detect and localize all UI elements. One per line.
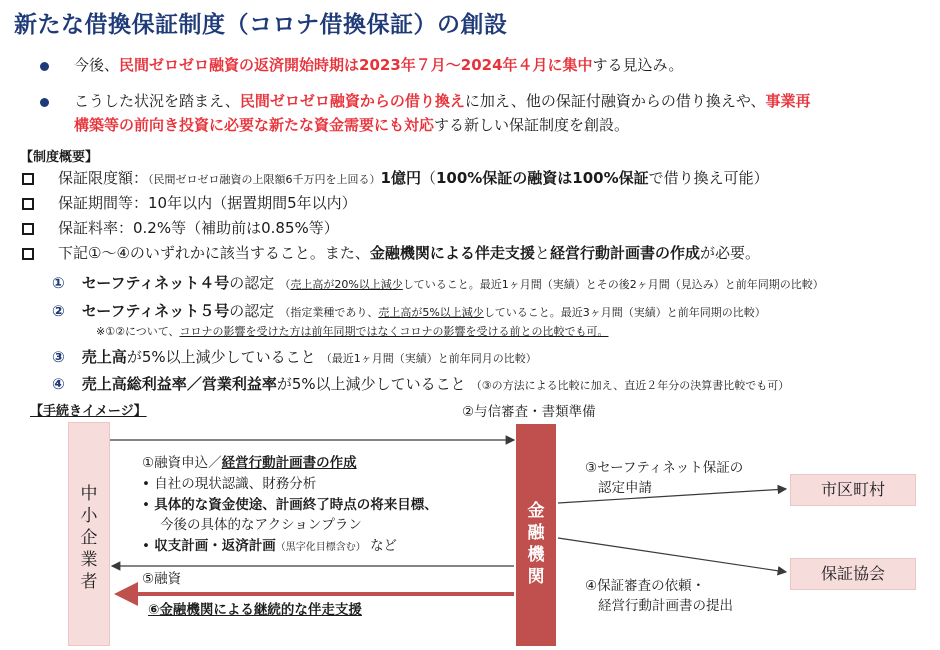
overview-heading: 【制度概要】: [20, 150, 99, 165]
step1-item-small: （黒字化目標含む）: [275, 542, 366, 553]
procedure-heading: 【手続きイメージ】: [30, 404, 147, 419]
page-title: 新たな借換保証制度（コロナ借換保証）の創設: [14, 12, 508, 38]
guarantee-association-label: 保証協会: [820, 564, 885, 583]
req-tail: が必要。: [699, 244, 760, 262]
step1-item-text: など: [370, 538, 398, 554]
item-main-2: 営業利益率: [201, 375, 277, 393]
bullet-2-tail: する新しい保証制度を創設。: [434, 116, 630, 134]
item-tail: が5%以上減少していること: [126, 348, 316, 366]
item-number: ①: [52, 274, 65, 292]
step5-label: ⑤融資: [142, 571, 182, 587]
req-bold-1: 金融機関による伴走支援: [369, 244, 535, 262]
step6-label: ⑥金融機関による継続的な伴走支援: [148, 602, 362, 618]
step1-text: ①融資申込／: [142, 455, 222, 471]
step4-line-2: 経営行動計画書の提出: [598, 598, 733, 614]
item-note: （③の方法による比較に加え、直近２年分の決算書比較でも可）: [470, 379, 790, 392]
limit-bold: 100%保証の融資は100%保証: [435, 169, 649, 187]
arrow-to-guarantee-association: [558, 538, 786, 572]
item-note: （最近1ヶ月間（実績）と前年同月の比較）: [320, 352, 537, 365]
bullet-1-tail: する見込み。: [592, 56, 684, 74]
municipality-label: 市区町村: [820, 480, 885, 499]
item-separator: ／: [186, 375, 202, 393]
step1-item-2-cont: [160, 513, 362, 533]
step1-bold: 経営行動計画書の作成: [221, 455, 357, 471]
item-note-post: していること。最近1ヶ月間（実績）とその後2ヶ月間（見込み）と前年同期の比較）: [402, 278, 824, 291]
step1-item-text: 今後の具体的なアクションプラン: [160, 517, 362, 533]
guarantee-association-box: [790, 558, 916, 590]
req-bold-2: 経営行動計画書の作成: [549, 244, 700, 262]
item-tail: の認定: [229, 274, 275, 292]
guarantee-period: 保証期間等：10年以内（据置期間5年以内）: [58, 194, 357, 212]
item-tail: の認定: [229, 302, 275, 320]
item-main-1: 売上高総利益率: [81, 375, 187, 393]
item-tail: が5%以上減少していること: [276, 375, 466, 393]
item-main: 売上高: [81, 348, 127, 366]
step3-line-1: ③セーフティネット保証の: [585, 460, 744, 476]
bullet-2-text: こうした状況を踏まえ、: [74, 92, 240, 110]
limit-label: 保証限度額：: [58, 169, 149, 187]
bullet-2-emphasis-1: 民間ゼロゼロ融資からの借り換え: [239, 92, 465, 110]
item-number: ④: [52, 375, 65, 393]
limit-paren: （: [420, 169, 436, 187]
municipality-box: [790, 474, 916, 506]
step1-item-text: 自社の現状認識、財務分析: [154, 476, 317, 492]
req-and: と: [534, 244, 550, 262]
item-main: セーフティネット５号: [81, 302, 230, 320]
limit-amount: 1億円: [380, 169, 421, 187]
item-note-post: していること。最近3ヶ月間（実績）と前年同期の比較）: [483, 306, 766, 319]
item-number: ②: [52, 302, 65, 320]
guarantee-fee: 保証料率：0.2%等（補助前は0.85%等）: [58, 219, 339, 237]
step3-line-2: 認定申請: [598, 480, 652, 496]
screening-label: ②与信審査・書類準備: [462, 404, 596, 420]
req-text: 下記①～④のいずれかに該当すること。また、: [58, 244, 370, 262]
subnote-underline: コロナの影響を受けた方は前年同期ではなくコロナの影響を受ける前との比較でも可。: [179, 325, 609, 338]
step1-item-3: • 収支計画・返済計画（黒字化目標含む） など: [142, 538, 398, 554]
limit-note: （民間ゼロゼロ融資の上限額6千万円を上回る）: [148, 173, 381, 186]
item-note-pre: （: [279, 278, 291, 291]
bullet-2-emphasis-2a: 事業再: [765, 92, 811, 110]
subnote-pre: ※①②について、: [96, 325, 180, 338]
company-vertical-text: 中 小 企 業 者: [80, 484, 98, 592]
step1-item-bold: 収支計画・返済計画: [154, 538, 276, 554]
item-note-pre: （指定業種であり、: [279, 306, 379, 319]
item-note-underline: 売上高が5%以上減少: [378, 306, 484, 319]
item-number: ③: [52, 348, 65, 366]
step1-item-1: • 自社の現状認識、財務分析: [142, 476, 317, 492]
bullet-2-text-2: に加え、他の保証付融資からの借り換えや、: [464, 92, 766, 110]
bank-vertical-text: 金 融 機 関: [527, 501, 545, 587]
bullet-1-emphasis: 民間ゼロゼロ融資の返済開始時期は2023年７月～2024年４月に集中: [119, 56, 593, 74]
bullet-2-emphasis-2b: 構築等の前向き投資に必要な新たな資金需要にも対応: [74, 116, 435, 134]
item-note-underline: 売上高が20%以上減少: [290, 278, 403, 291]
step1-item-bold: 具体的な資金使途、計画終了時点の将来目標、: [154, 497, 438, 513]
step1-item-2: • 具体的な資金使途、計画終了時点の将来目標、: [142, 497, 438, 513]
bullet-1-text: 今後、: [74, 56, 120, 74]
limit-tail: で借り換え可能）: [648, 169, 769, 187]
item-main: セーフティネット４号: [81, 274, 230, 292]
arrow-to-municipality: [558, 489, 786, 503]
step4-line-1: ④保証審査の依頼・: [585, 578, 706, 594]
step1-heading: [142, 451, 357, 471]
